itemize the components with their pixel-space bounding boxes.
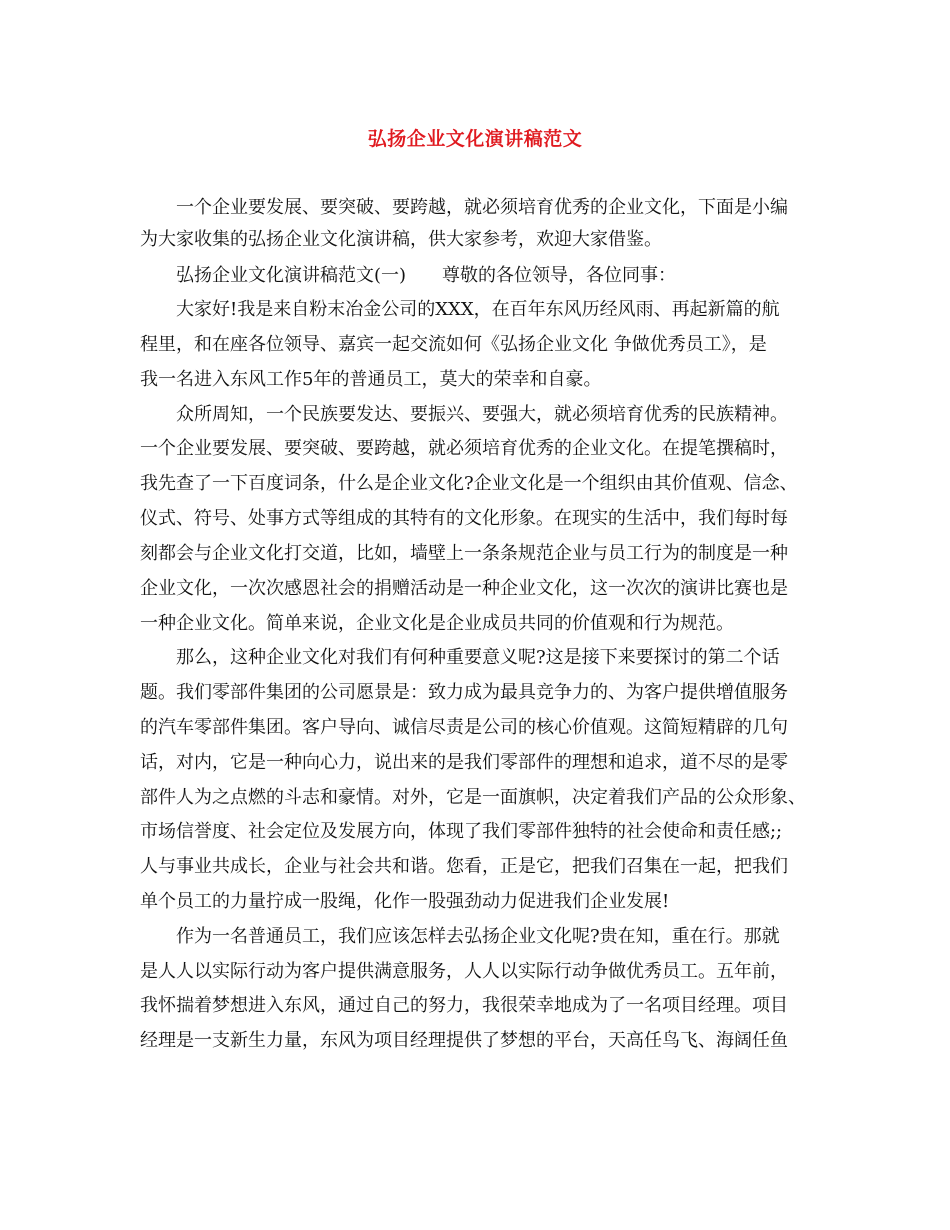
body-line: 作为一名普通员工，我们应该怎样去弘扬企业文化呢?贵在知，重在行。那就 [176,926,780,947]
body-line: 企业文化，一次次感恩社会的捐赠活动是一种企业文化，这一次次的演讲比赛也是 [140,578,788,599]
body-line: 部件人为之点燃的斗志和豪情。对外，它是一面旗帜，决定着我们产品的公众形象、 [140,787,806,808]
body-line: 一个企业要发展、要突破、要跨越，就必须培育优秀的企业文化，下面是小编 [176,197,788,218]
body-line: 题。我们零部件集团的公司愿景是：致力成为最具竞争力的、为客户提供增值服务 [140,682,788,703]
document-title: 弘扬企业文化演讲稿范文 [367,128,583,150]
body-line: 是人人以实际行动为客户提供满意服务，人人以实际行动争做优秀员工。五年前， [140,961,788,982]
body-line: 我一名进入东风工作5年的普通员工，莫大的荣幸和自豪。 [140,369,602,390]
body-line: 单个员工的力量拧成一股绳，化作一股强劲动力促进我们企业发展! [140,891,670,912]
body-line: 为大家收集的弘扬企业文化演讲稿，供大家参考，欢迎大家借鉴。 [140,229,662,250]
body-line: 大家好!我是来自粉末冶金公司的XXX，在百年东风历经风雨、再起新篇的航 [176,299,780,320]
body-line: 市场信誉度、社会定位及发展方向，体现了我们零部件独特的社会使命和责任感;; [140,821,783,842]
body-line: 众所周知，一个民族要发达、要振兴、要强大，就必须培育优秀的民族精神。 [176,404,788,425]
body-line: 弘扬企业文化演讲稿范文(一) 尊敬的各位领导，各位同事： [176,265,677,286]
body-line: 我先查了一下百度词条，什么是企业文化?企业文化是一个组织由其价值观、信念、 [140,473,798,494]
body-line: 那么，这种企业文化对我们有何种重要意义呢?这是接下来要探讨的第二个话 [176,647,780,668]
body-line: 话，对内，它是一种向心力，说出来的是我们零部件的理想和追求，道不尽的是零 [140,752,788,773]
body-line: 我怀揣着梦想进入东风，通过自己的努力，我很荣幸地成为了一名项目经理。项目 [140,995,788,1016]
body-line: 仪式、符号、处事方式等组成的其特有的文化形象。在现实的生活中，我们每时每 [140,508,788,529]
body-line: 经理是一支新生力量，东风为项目经理提供了梦想的平台，天高任鸟飞、海阔任鱼 [140,1030,788,1051]
body-line: 人与事业共成长，企业与社会共和谐。您看，正是它，把我们召集在一起，把我们 [140,856,788,877]
body-line: 刻都会与企业文化打交道，比如，墙壁上一条条规范企业与员工行为的制度是一种 [140,543,788,564]
body-line: 的汽车零部件集团。客户导向、诚信尽责是公司的核心价值观。这简短精辟的几句 [140,717,788,738]
body-line: 一种企业文化。简单来说，企业文化是企业成员共同的价值观和行为规范。 [140,613,734,634]
body-line: 程里，和在座各位领导、嘉宾一起交流如何《弘扬企业文化 争做优秀员工》，是 [140,334,767,355]
body-line: 一个企业要发展、要突破、要跨越，就必须培育优秀的企业文化。在提笔撰稿时， [140,438,788,459]
